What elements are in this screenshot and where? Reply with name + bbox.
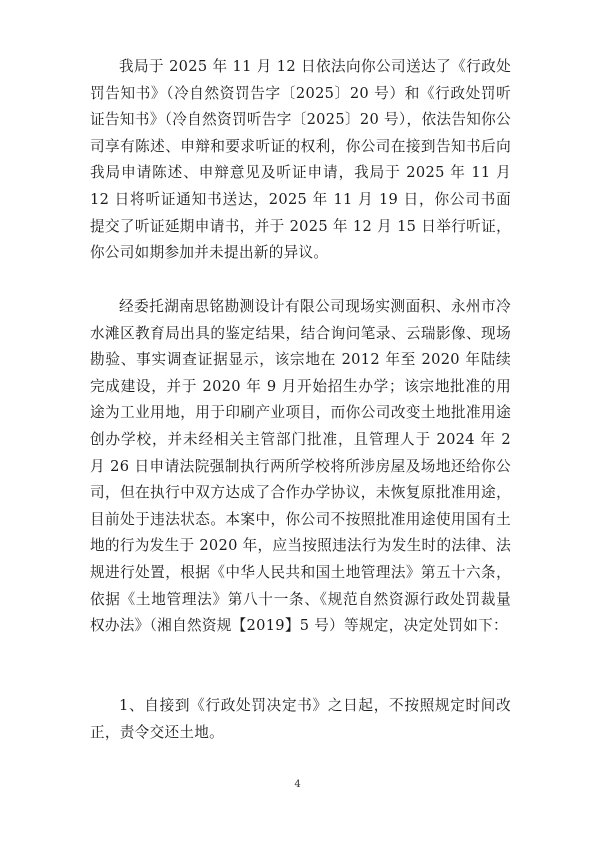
paragraph-hearing-notice: 我局于 2025 年 11 月 12 日依法向你公司送达了《行政处罚告知书》（冷自然资罚告字〔2025〕20 号）和《行政处罚听证告知书》（冷自然资罚听告字〔2025〕20 号），依法告知你公司享有陈述、申辩和要求听证的权利，你公司在接到告知书后向我局申请陈述、申辩意见及听证申请，我局于 2025 年 11 月 12 日将听证通知书送达，2025 年 11 月 19 日，你公司书面提交了听证延期申请书，并于 2025 年 12 月 15 日举行听证，你公司如期参加并未提出新的异议。 — [90, 58, 511, 262]
page-number: 4 — [294, 779, 301, 790]
paragraph-penalty-item-1: 1、自接到《行政处罚决定书》之日起，不按照规定时间改正，责令交还土地。 — [90, 697, 511, 741]
paragraph-investigation-findings: 经委托湖南思铭勘测设计有限公司现场实测面积、永州市冷水滩区教育局出具的鉴定结果，结合询问笔录、云瑞影像、现场勘验、事实调查证据显示，该宗地在 2012 年至 2020 年陆续完成建设，并于 2020 年 9 月开始招生办学；该宗地批准的用途为工业用地，用于印刷产业项目，而你公司改变土地批准用途创办学校，并未经相关主管部门批准，且管理人于 2024 年 2 月 26 日申请法院强制执行两所学校将所涉房屋及场地还给你公司，但在执行中双方达成了合作办学协议，未恢复原批准用途，目前处于违法状态。本案中，你公司不按照批准用途使用国有土地的行为发生于 2020 年，应当按照违法行为发生时的法律、法规进行处置，根据《中华人民共和国土地管理法》第五十六条，依据《土地管理法》第八十一条、《规范自然资源行政处罚裁量权办法》（湘自然资规【2019】5 号）等规定，决定处罚如下： — [90, 298, 511, 635]
